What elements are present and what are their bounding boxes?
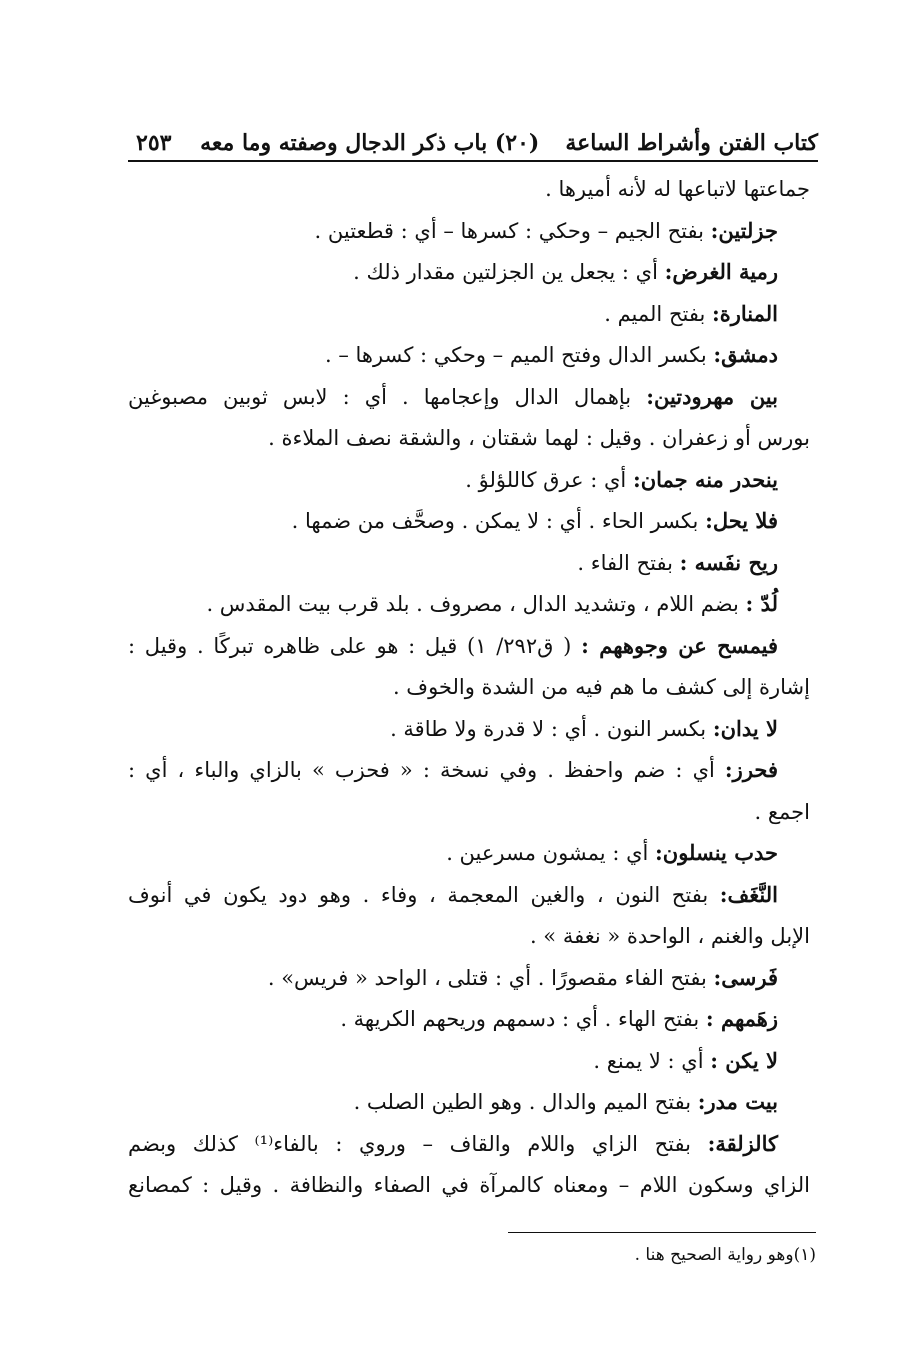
text-line: بورس أو زعفران . وقيل : لهما شقتان ، والشقة نصف الملاءة . — [268, 426, 810, 450]
text-line: جزلتين: بفتح الجيم – وحكي : كسرها – أي : قطعتين . — [314, 217, 778, 243]
text-line: حدب ينسلون: أي : يمشون مسرعين . — [446, 840, 778, 865]
text-line: المنارة: بفتح الميم . — [604, 300, 778, 326]
text-line: ينحدر منه جمان: أي : عرق كاللؤلؤ . — [465, 466, 778, 492]
footnote-rule — [508, 1232, 816, 1233]
text-line: لُدّ : بضم اللام ، وتشديد الدال ، مصروف . بلد قرب بيت المقدس . — [206, 591, 778, 616]
page-number: ٢٥٣ — [136, 130, 172, 156]
chapter-title: (٢٠) باب ذكر الدجال وصفته وما معه — [200, 130, 540, 156]
text-line: لا يكن : أي : لا يمنع . — [593, 1047, 778, 1073]
text-line: فحرز: أي : ضم واحفظ . وفي نسخة : « فحزب » بالزاي والباء ، أي : — [128, 757, 778, 782]
text-line: فيمسح عن وجوههم : ( ق٢٩٢/ ١) قيل : هو على ظاهره تبركًا . وقيل : — [128, 632, 778, 658]
text-line: بيت مدر: بفتح الميم والدال . وهو الطين الصلب . — [353, 1089, 778, 1114]
book-title: كتاب الفتن وأشراط الساعة — [565, 130, 818, 156]
text-line: زهَمهم : بفتح الهاء . أي : دسمهم وريحهم الكريهة . — [340, 1006, 778, 1031]
text-line: بين مهرودتين: بإهمال الدال وإعجامها . أي : لابس ثوبين مصبوغين — [128, 383, 778, 409]
text-line: رمية الغرض: أي : يجعل ين الجزلتين مقدار ذلك . — [353, 259, 778, 284]
body-text — [128, 168, 810, 1238]
running-header — [128, 120, 818, 156]
header-rule — [128, 160, 818, 162]
text-line: فلا يحل: بكسر الحاء . أي : لا يمكن . وصحَّف من ضمها . — [291, 508, 778, 533]
text-line: الزاي وسكون اللام – ومعناه كالمرآة في الصفاء والنظافة . وقيل : كمصانع — [128, 1173, 810, 1197]
text-line: كالزلقة: بفتح الزاي واللام والقاف – وروي : بالفاء⁽¹⁾ كذلك وبضم — [128, 1130, 778, 1156]
text-line: ريح نفَسه : بفتح الفاء . — [577, 549, 778, 575]
text-line: دمشق: بكسر الدال وفتح الميم – وحكي : كسرها – . — [325, 342, 778, 367]
text-line: لا يدان: بكسر النون . أي : لا قدرة ولا طاقة . — [390, 715, 778, 741]
text-line: فَرسى: بفتح الفاء مقصورًا . أي : قتلى ، الواحد « فريس» . — [267, 964, 778, 990]
text-line: النَّغَف: بفتح النون ، والغين المعجمة ، وفاء . وهو دود يكون في أنوف — [128, 881, 778, 907]
text-line: إشارة إلى كشف ما هم فيه من الشدة والخوف . — [392, 675, 810, 699]
text-line: اجمع . — [754, 799, 810, 824]
text-line: الإبل والغنم ، الواحدة « نغفة » . — [529, 924, 810, 948]
footnote: (١)وهو رواية الصحيح هنا . — [634, 1245, 816, 1265]
text-line: جماعتها لاتباعها له لأنه أميرها . — [545, 177, 810, 201]
